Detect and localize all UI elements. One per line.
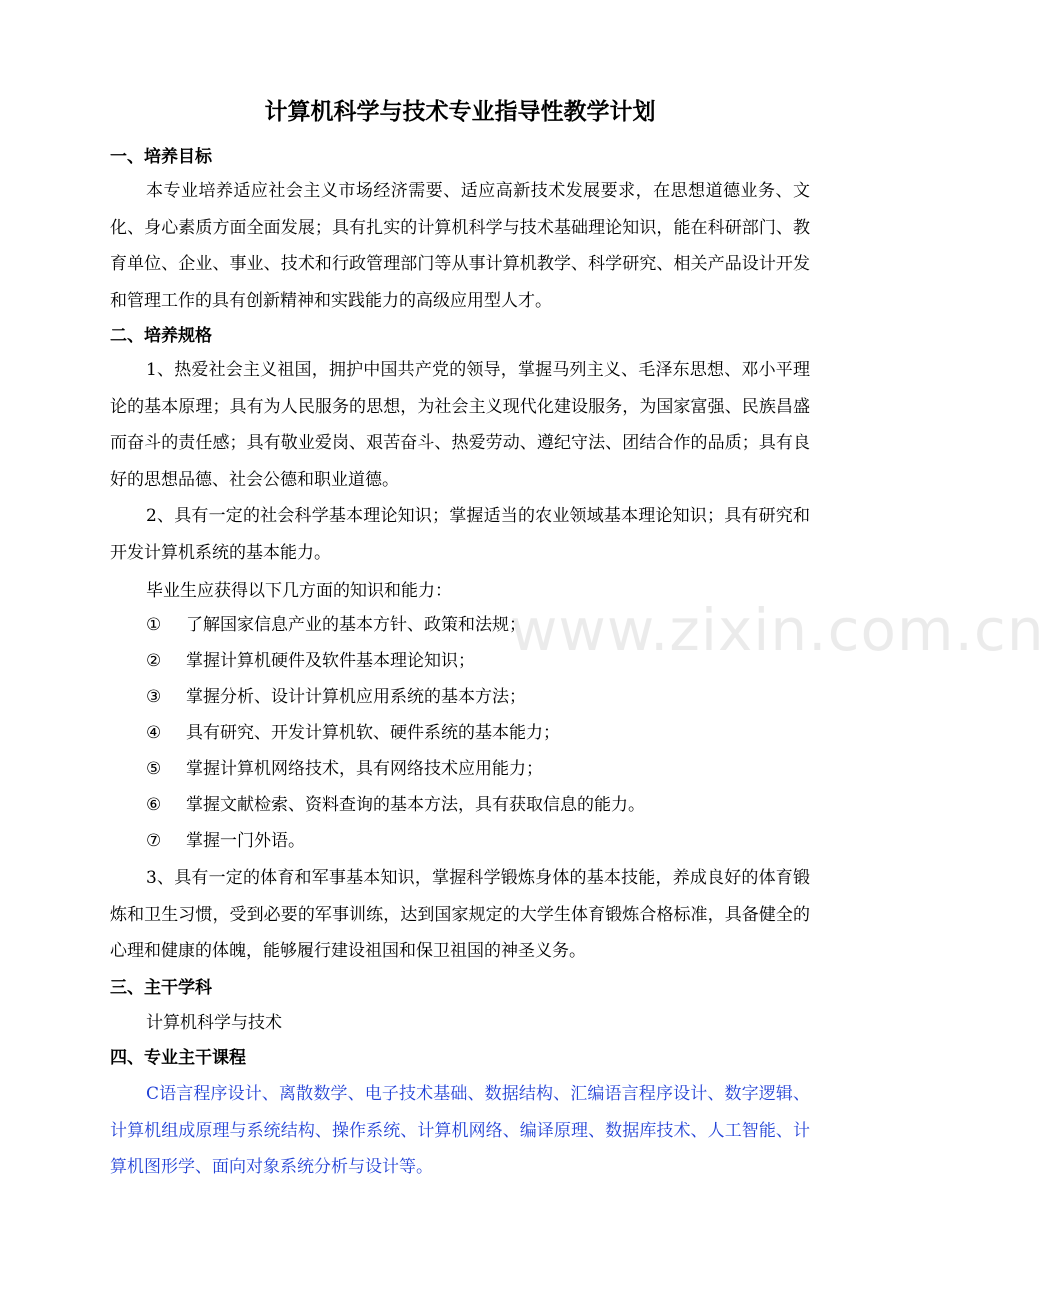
document-title: 计算机科学与技术专业指导性教学计划: [264, 99, 656, 125]
ability-item-text: 掌握一门外语。: [186, 831, 305, 851]
ability-item: [146, 719, 560, 747]
specs-paragraph-3: 3、具有一定的体育和军事基本知识，掌握科学锻炼身体的基本技能，养成良好的体育锻炼和卫生习惯，受到必要的军事训练，达到国家规定的大学生体育锻炼合格标准，具备健全的心理和健康的体魄，能够履行建设祖国和保卫祖国的神圣义务。: [110, 868, 810, 961]
ability-item-number: ①: [146, 615, 162, 635]
training-goals-paragraph: 本专业培养适应社会主义市场经济需要、适应高新技术发展要求，在思想道德业务、文化、身心素质方面全面发展；具有扎实的计算机科学与技术基础理论知识，能在科研部门、教育单位、企业、事业、技术和行政管理部门等从事计算机教学、科学研究、相关产品设计开发和管理工作的具有创新精神和实践能力的高级应用型人才。: [110, 181, 810, 311]
ability-item: [146, 755, 543, 783]
section-heading-training-specs: 二、培养规格: [110, 326, 212, 346]
ability-item-number: ⑥: [146, 795, 162, 815]
ability-item-number: ②: [146, 651, 162, 671]
section-heading-core-courses: 四、专业主干课程: [110, 1048, 246, 1068]
core-courses-paragraph: C语言程序设计、离散数学、电子技术基础、数据结构、汇编语言程序设计、数字逻辑、计算机组成原理与系统结构、操作系统、计算机网络、编译原理、数据库技术、人工智能、计算机图形学、面向对象系统分析与设计等。: [110, 1084, 810, 1177]
ability-item-number: ④: [146, 723, 162, 743]
ability-item-text: 掌握分析、设计计算机应用系统的基本方法；: [186, 687, 526, 707]
section-heading-training-goals: 一、培养目标: [110, 147, 212, 167]
ability-item-text: 掌握文献检索、资料查询的基本方法，具有获取信息的能力。: [186, 795, 645, 815]
ability-item: [146, 611, 526, 639]
ability-item: [146, 647, 475, 675]
ability-item: [146, 683, 526, 711]
main-discipline-text: 计算机科学与技术: [146, 1013, 282, 1033]
specs-paragraph-1: 1、热爱社会主义祖国，拥护中国共产党的领导，掌握马列主义、毛泽东思想、邓小平理论的基本原理；具有为人民服务的思想，为社会主义现代化建设服务，为国家富强、民族昌盛而奋斗的责任感；具有敬业爱岗、艰苦奋斗、热爱劳动、遵纪守法、团结合作的品质；具有良好的思想品德、社会公德和职业道德。: [110, 360, 810, 490]
section-heading-main-discipline: 三、主干学科: [110, 978, 212, 998]
ability-item-number: ⑤: [146, 759, 162, 779]
ability-item-text: 掌握计算机网络技术，具有网络技术应用能力；: [186, 759, 543, 779]
ability-item-number: ③: [146, 687, 162, 707]
ability-item: [146, 827, 305, 855]
ability-item: [146, 791, 645, 819]
ability-item-number: ⑦: [146, 831, 162, 851]
specs-paragraph-2: 2、具有一定的社会科学基本理论知识；掌握适当的农业领域基本理论知识；具有研究和开发计算机系统的基本能力。: [110, 506, 810, 563]
abilities-intro: 毕业生应获得以下几方面的知识和能力：: [146, 581, 452, 601]
ability-item-text: 掌握计算机硬件及软件基本理论知识；: [186, 651, 475, 671]
ability-item-text: 具有研究、开发计算机软、硬件系统的基本能力；: [186, 723, 560, 743]
ability-item-text: 了解国家信息产业的基本方针、政策和法规；: [186, 615, 526, 635]
watermark: www.zixin.com.cn: [510, 596, 1045, 664]
